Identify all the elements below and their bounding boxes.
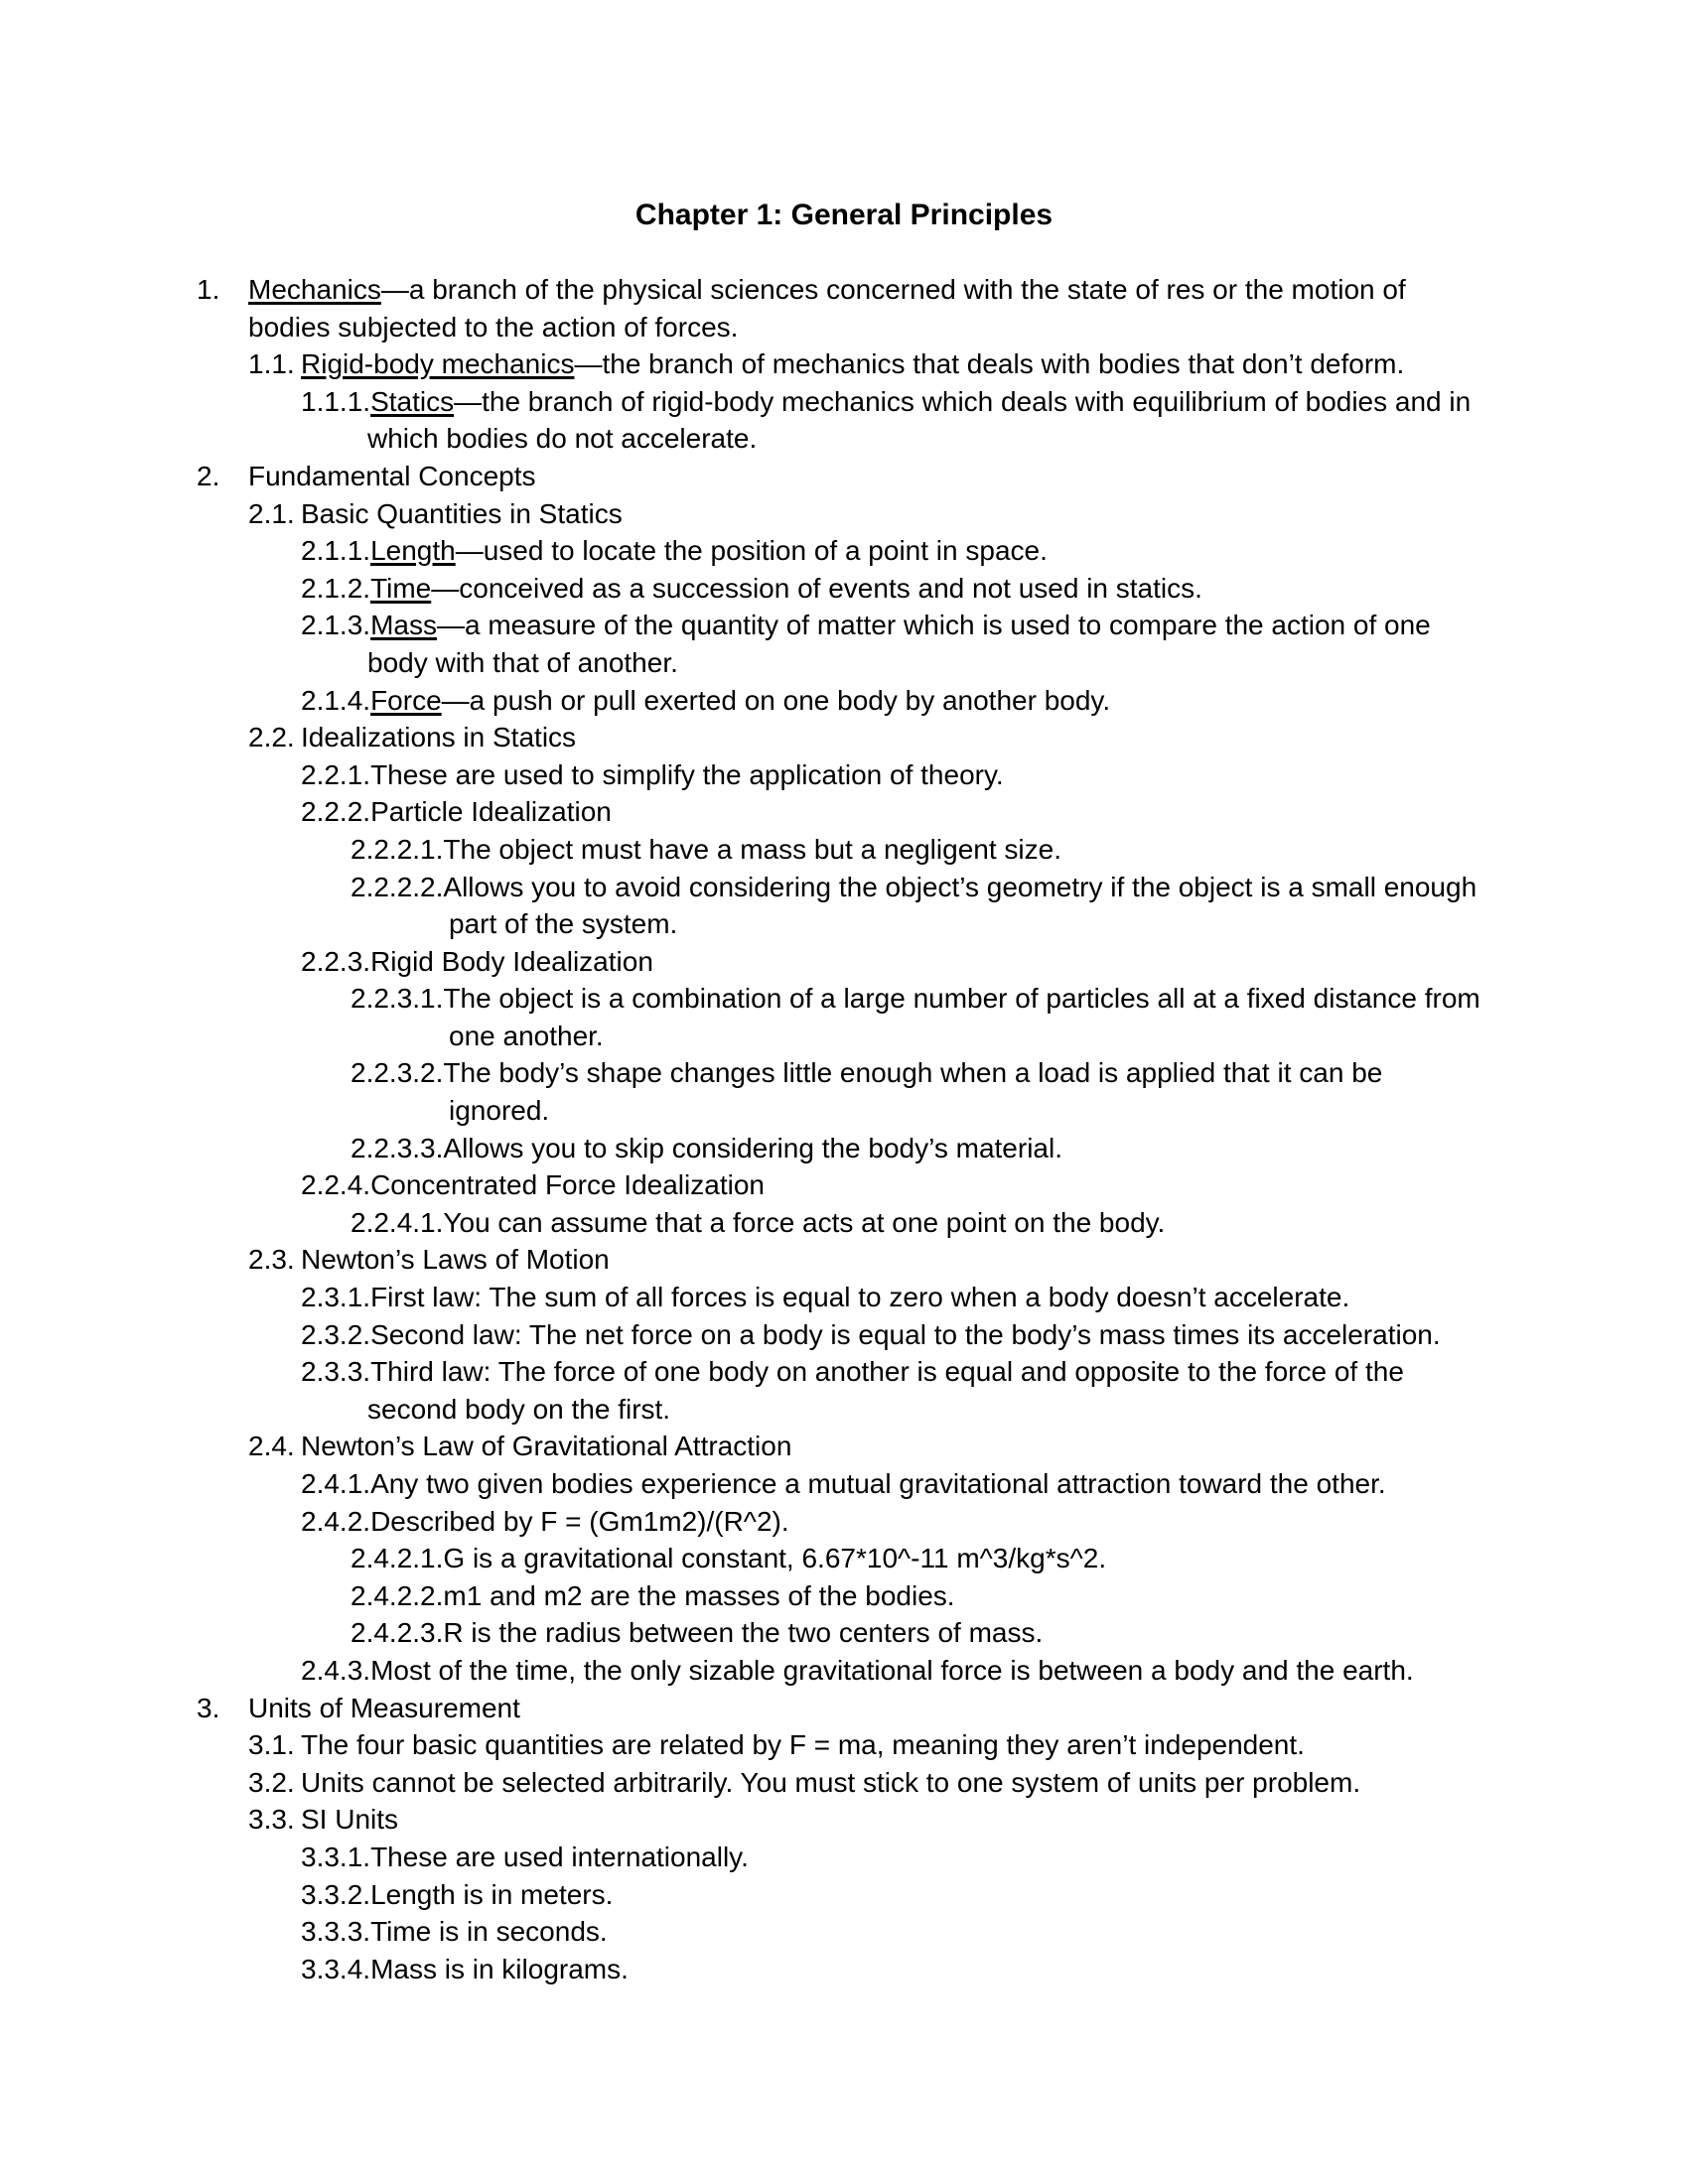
outline-item: 2.2.3.2.The body’s shape changes little enough when a load is applied that it can be ignored.: [351, 1057, 1383, 1127]
underlined-term: Length: [370, 535, 456, 567]
item-number: 2.2.2.1.: [351, 833, 444, 865]
item-number: 2.2.: [248, 722, 295, 753]
outline-item: 2.2.4.Concentrated Force Idealization: [301, 1169, 765, 1201]
outline-item: 1.1.1.Statics—the branch of rigid-body mechanics which deals with equilibrium of bodies and in which bodies do not accelerate.: [301, 385, 1472, 455]
item-number: 2.3.3.: [301, 1356, 371, 1388]
underlined-term: Statics: [370, 385, 455, 417]
outline-item: 2.3.2.Second law: The net force on a body is equal to the body’s mass times its acceleration.: [301, 1318, 1441, 1350]
underlined-term: Mass: [370, 610, 437, 641]
item-number: 2.4.2.2.: [351, 1579, 444, 1611]
item-number: 2.4.1.: [301, 1468, 371, 1499]
item-number: 2.3.: [248, 1244, 295, 1276]
item-number: 2.3.1.: [301, 1282, 371, 1313]
item-number: 2.2.4.: [301, 1169, 371, 1201]
item-number: 2.4.3.: [301, 1654, 371, 1686]
underlined-term: Mechanics: [248, 274, 381, 305]
outline-item: 2.2.3.Rigid Body Idealization: [301, 945, 653, 977]
outline-item: 2.2.2.2.Allows you to avoid considering the object’s geometry if the object is a small enough part of the system.: [351, 871, 1477, 940]
outline-item: 2.4.2.3.R is the radius between the two centers of mass.: [351, 1617, 1044, 1649]
item-number: 2.2.3.: [301, 945, 371, 977]
item-number: 2.2.2.: [301, 796, 371, 828]
outline-item: 2.4.2.1.G is a gravitational constant, 6.67*10^-11 m^3/kg*s^2.: [351, 1543, 1107, 1574]
item-number: 2.2.3.2.: [351, 1057, 444, 1089]
item-number: 1.: [197, 274, 220, 305]
outline-item: 2.4.2.2.m1 and m2 are the masses of the bodies.: [351, 1579, 955, 1611]
outline-item: 2.4. Newton’s Law of Gravitational Attraction: [0, 1428, 1688, 1465]
item-number: 3.2.: [248, 1766, 295, 1798]
item-number: 3.3.: [248, 1804, 295, 1836]
outline-item: 2.2.1.These are used to simplify the application of theory.: [301, 758, 1004, 790]
outline-item: 2.2. Idealizations in Statics: [0, 719, 1688, 756]
outline-item: 3. Units of Measurement: [0, 1690, 1688, 1727]
item-number: 3.1.: [248, 1729, 295, 1761]
item-number: 3.3.4.: [301, 1953, 371, 1984]
outline: [0, 271, 1688, 1987]
outline-item: 2.1.1.Length—used to locate the position of a point in space.: [301, 535, 1048, 567]
outline-item: 2.2.2.Particle Idealization: [301, 796, 612, 828]
item-number: 3.3.3.: [301, 1916, 371, 1948]
outline-item: 2.3. Newton’s Laws of Motion: [0, 1241, 1688, 1279]
outline-item: 3.3.4.Mass is in kilograms.: [301, 1953, 629, 1984]
item-number: 3.3.1.: [301, 1841, 371, 1872]
document-title: Chapter 1: General Principles: [634, 199, 1054, 231]
item-number: 2.2.1.: [301, 758, 371, 790]
item-number: 2.4.2.1.: [351, 1543, 444, 1574]
outline-item: 3.3. SI Units: [0, 1801, 1688, 1839]
item-number: 2.1.1.: [301, 535, 371, 567]
item-number: 2.: [197, 460, 220, 491]
item-number: 1.1.1.: [301, 385, 371, 417]
item-number: 2.4.2.: [301, 1505, 371, 1537]
outline-item: 1. Mechanics—a branch of the physical sciences concerned with the state of res or the motion of bodies subjected to the action of forces.: [0, 271, 1688, 345]
outline-item: 2.4.3.Most of the time, the only sizable gravitational force is between a body and the earth.: [301, 1654, 1414, 1686]
item-number: 2.4.: [248, 1431, 295, 1462]
outline-item: 2.1.2.Time—conceived as a succession of events and not used in statics.: [301, 572, 1202, 604]
outline-item: 2.2.3.1.The object is a combination of a large number of particles all at a fixed distance from one another.: [351, 983, 1480, 1051]
item-number: 2.1.: [248, 497, 295, 529]
document-body: [0, 197, 1688, 1987]
item-number: 2.2.3.1.: [351, 983, 444, 1015]
outline-item: 2.4.2.Described by F = (Gm1m2)/(R^2).: [301, 1505, 789, 1537]
item-number: 2.2.3.3.: [351, 1132, 444, 1163]
outline-item: 2.1.4.Force—a push or pull exerted on one body by another body.: [301, 684, 1111, 716]
outline-item: 3.3.3.Time is in seconds.: [301, 1916, 608, 1948]
outline-item: 1.1. Rigid-body mechanics—the branch of mechanics that deals with bodies that don’t deform.: [0, 345, 1688, 383]
outline-item: 2.4.1.Any two given bodies experience a mutual gravitational attraction toward the other.: [301, 1468, 1386, 1499]
outline-item: 2.3.3.Third law: The force of one body on another is equal and opposite to the force of the second body on the first.: [301, 1356, 1404, 1425]
underlined-term: Time: [370, 572, 432, 604]
outline-item: 3.2. Units cannot be selected arbitrarily. You must stick to one system of units per problem.: [0, 1764, 1688, 1802]
outline-item: 3.3.1.These are used internationally.: [301, 1841, 749, 1872]
item-number: 2.1.3.: [301, 610, 371, 641]
item-number: 2.1.2.: [301, 572, 371, 604]
outline-item: 2.1. Basic Quantities in Statics: [0, 495, 1688, 533]
underlined-term: Rigid-body mechanics: [301, 348, 575, 380]
item-number: 2.2.2.2.: [351, 871, 444, 902]
outline-item: 2.2.2.1.The object must have a mass but a negligent size.: [351, 833, 1061, 865]
outline-item: 2.2.3.3.Allows you to skip considering the body’s material.: [351, 1132, 1062, 1163]
outline-item: 2.2.4.1.You can assume that a force acts at one point on the body.: [351, 1206, 1166, 1238]
item-number: 2.3.2.: [301, 1318, 371, 1350]
underlined-term: Force: [370, 684, 442, 716]
item-number: 3.: [197, 1692, 220, 1723]
item-number: 1.1.: [248, 348, 295, 380]
outline-item: 3.1. The four basic quantities are related by F = ma, meaning they aren’t independent.: [0, 1726, 1688, 1764]
item-number: 3.3.2.: [301, 1878, 371, 1910]
item-number: 2.2.4.1.: [351, 1206, 444, 1238]
outline-item: 3.3.2.Length is in meters.: [301, 1878, 614, 1910]
item-number: 2.1.4.: [301, 684, 371, 716]
outline-item: 2.1.3.Mass—a measure of the quantity of matter which is used to compare the action of one body with that of another.: [301, 610, 1431, 678]
item-number: 2.4.2.3.: [351, 1617, 444, 1649]
outline-item: 2.3.1.First law: The sum of all forces is equal to zero when a body doesn’t accelerate.: [301, 1282, 1350, 1313]
outline-item: 2. Fundamental Concepts: [0, 458, 1688, 495]
